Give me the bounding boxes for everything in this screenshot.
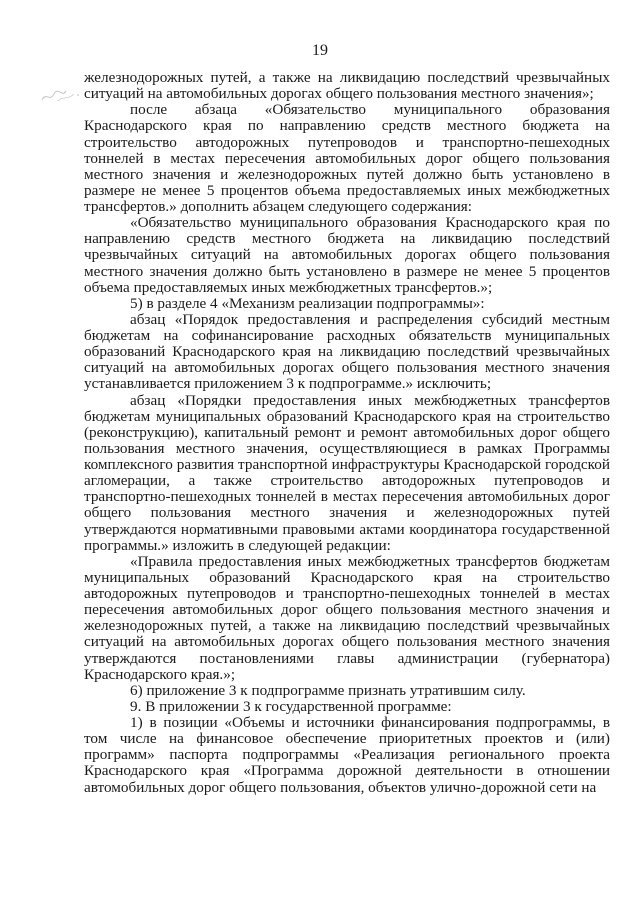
page-number: 19 [312,42,328,59]
paragraph: после абзаца «Обязательство муниципального образования Краснодарского края по направлению средств местного бюджета на строительство автодорожных путепроводов и транспортно-пешеходных тоннелей в местах пересечения автомобильных дорог общего пользования местного значения и железнодорожных путей должно быть установлено в размере не менее 5 процентов объема предоставляемых иных межбюджетных трансфертов.» дополнить абзацем следующего содержания: [84,101,610,215]
paragraph: 5) в разделе 4 «Механизм реализации подпрограммы»: [130,294,485,312]
paragraph: 1) в позиции «Объемы и источники финансирования подпрограммы, в том числе на финансовое обеспечение приоритетных проектов и (или) программ» паспорта подпрограммы «Реализация регионального проекта Краснодарского края «Программа дорожной деятельности в отношении автомобильных дорог общего пользования, объектов улично-дорожной сети на [84,714,610,796]
paragraph: «Обязательство муниципального образования Краснодарского края по направлению средств местного бюджета на ликвидацию последствий чрезвычайных ситуаций на автомобильных дорогах общего пользования местного значения должно быть установлено в размере не менее 5 процентов объема предоставляемых иных межбюджетных трансфертов.»; [84,214,610,296]
paragraph: 9. В приложении 3 к государственной программе: [130,697,452,715]
paragraph: абзац «Порядки предоставления иных межбюджетных трансфертов бюджетам муниципальных образований Краснодарского края на строительство (реконструкцию), капитальный ремонт и ремонт автомобильных дорог общего пользования местного значения, осуществляющиеся в рамках Программы комплексного развития транспортной инфраструктуры Краснодарской городской агломерации, а также строительство автодорожных путепроводов и транспортно-пешеходных тоннелей в местах пересечения автомобильных дорог общего пользования местного значения и железнодорожных путей утверждаются нормативными правовыми актами координатора государственной программы.» изложить в следующей редакции: [84,391,610,554]
margin-scribble-mark [40,86,84,106]
paragraph: «Правила предоставления иных межбюджетных трансфертов бюджетам муниципальных образований Краснодарского края на строительство автодорожных путепроводов и транспортно-пешеходных тоннелей в местах пересечения автомобильных дорог общего пользования местного значения и железнодорожных путей, а также на ликвидацию последствий чрезвычайных ситуаций на автомобильных дорогах общего пользования местного значения утверждаются постановлениями главы администрации (губернатора) Краснодарского края.»; [84,552,610,683]
paragraph: железнодорожных путей, а также на ликвидацию последствий чрезвычайных ситуаций на автомобильных дорогах общего пользования местного значения»; [84,69,610,103]
document-body [84,70,610,796]
paragraph: 6) приложение 3 к подпрограмме признать утратившим силу. [130,681,526,699]
paragraph: абзац «Порядок предоставления и распределения субсидий местным бюджетам на софинансирование расходных обязательств муниципальных образований Краснодарского края на ликвидацию последствий чрезвычайных ситуаций на автомобильных дорогах общего пользования местного значения устанавливается приложением 3 к подпрограмме.» исключить; [84,310,610,393]
